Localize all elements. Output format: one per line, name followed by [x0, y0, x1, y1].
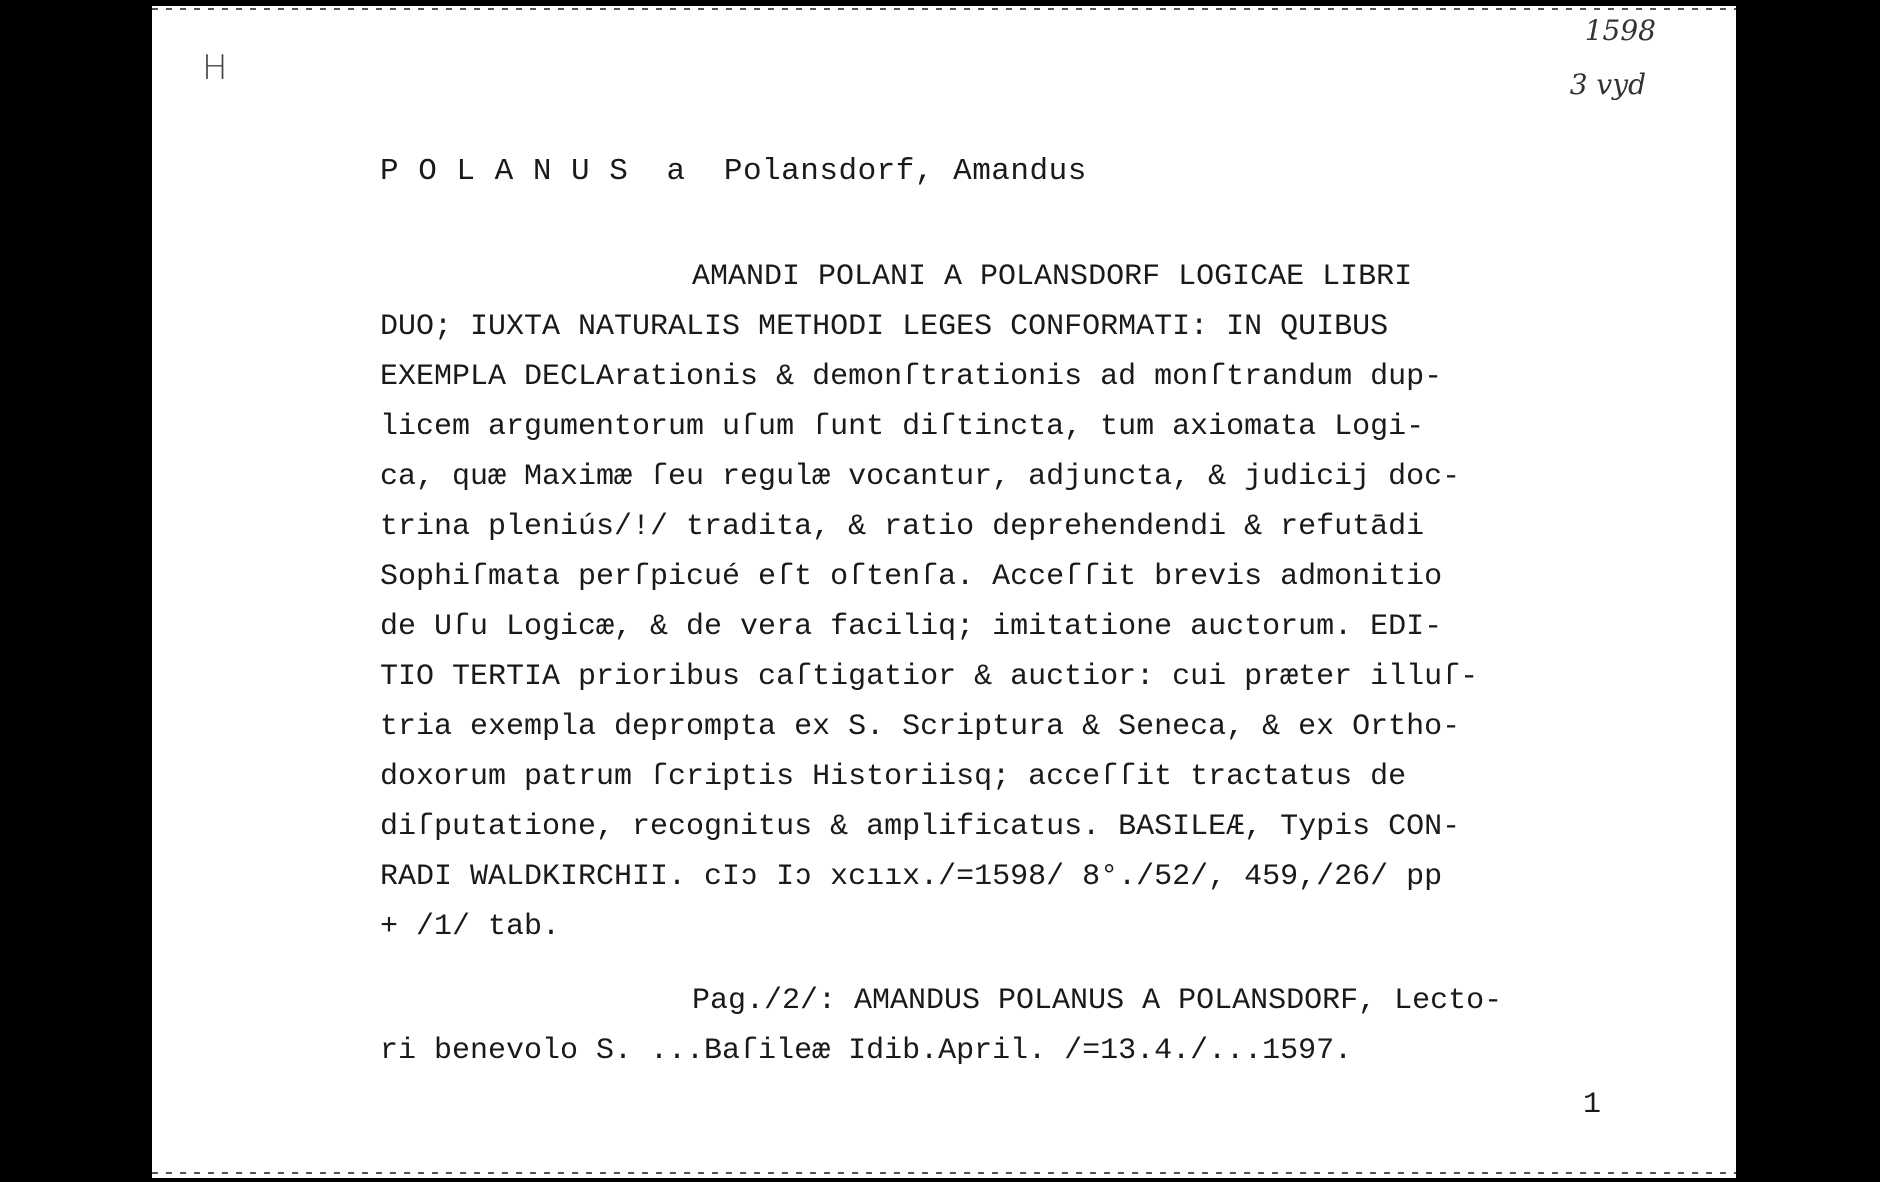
- handwritten-edition: 3 vyd: [1569, 68, 1646, 101]
- title-line: TIO TERTIA prioribus caſtigatior & auctior: cui præter illuſ-: [380, 660, 1479, 694]
- imprint-line: RADI WALDKIRCHII. cIↄ Iↄ xcııx./=1598/ 8°./52/, 459,/26/ pp: [380, 860, 1443, 894]
- title-line: Sophiſmata perſpicué eſt oſtenſa. Acceſſit brevis admonitio: [380, 560, 1443, 594]
- title-line: doxorum patrum ſcriptis Historiisq; acceſſit tractatus de: [380, 760, 1407, 794]
- note-line: ri benevolo S. ...Baſileæ Idib.April. /=13.4./...1597.: [380, 1034, 1353, 1068]
- title-line: trina pleniús/!/ tradita, & ratio deprehendendi & refutādi: [380, 510, 1425, 544]
- title-line: AMANDI POLANI A POLANSDORF LOGICAE LIBRI: [692, 260, 1413, 294]
- title-line: diſputatione, recognitus & amplificatus. BASILEÆ, Typis CON-: [380, 810, 1461, 844]
- title-line: DUO; IUXTA NATURALIS METHODI LEGES CONFORMATI: IN QUIBUS: [380, 310, 1389, 344]
- handwritten-corner-letter: H: [202, 48, 228, 88]
- author-heading: P O L A N U S a Polansdorf, Amandus: [380, 154, 1087, 189]
- paragraph-gap: [380, 952, 1680, 976]
- title-line: de Uſu Logicæ, & de vera faciliq; imitatione auctorum. EDI-: [380, 610, 1443, 644]
- title-line: EXEMPLA DECLArationis & demonſtrationis ad monſtrandum dup-: [380, 360, 1443, 394]
- title-line: tria exempla deprompta ex S. Scriptura & Seneca, & ex Ortho-: [380, 710, 1461, 744]
- collation-line: + /1/ tab.: [380, 910, 561, 944]
- note-line: Pag./2/: AMANDUS POLANUS A POLANSDORF, Lecto-: [692, 984, 1503, 1018]
- page-number: 1: [1582, 1088, 1601, 1122]
- catalog-card: [152, 6, 1736, 1178]
- handwritten-year: 1598: [1584, 14, 1656, 47]
- title-line: licem argumentorum uſum ſunt diſtincta, tum axiomata Logi-: [380, 410, 1425, 444]
- bibliographic-description: [380, 252, 1680, 1076]
- card-top-edge: [152, 8, 1736, 10]
- title-line: ca, quæ Maximæ ſeu regulæ vocantur, adjuncta, & judicij doc-: [380, 460, 1461, 494]
- card-bottom-edge: [152, 1172, 1736, 1174]
